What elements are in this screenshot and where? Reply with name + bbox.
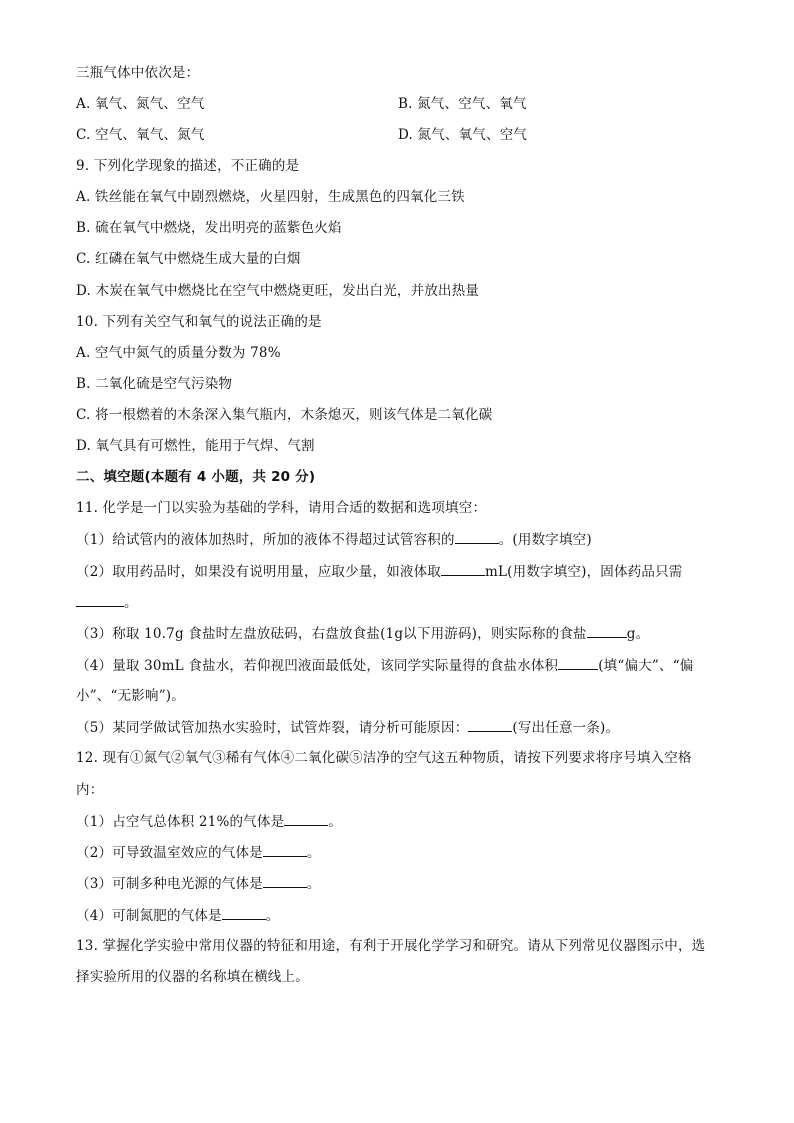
answer-blank[interactable] [263,874,307,888]
q12-stem: 12. 现有①氮气②氧气③稀有气体④二氧化碳⑤洁净的空气这五种物质，请按下列要求将序号填入空格 [76,750,692,766]
q13-stem: 13. 掌握化学实验中常用仪器的特征和用途，有利于开展化学学习和研究。请从下列常见仪器图示中，选 [76,938,706,954]
q8-stem: 三瓶气体中依次是： [76,65,200,81]
q11-sub-1 [76,530,592,549]
q12-sub-4-text: （4）可制氮肥的气体是 [76,908,222,924]
q12-sub-1 [76,812,342,831]
q12-sub-4 [76,906,280,925]
q11-sub-4-text: （4）量取 30mL 食盐水，若仰视凹液面最低处，该同学实际量得的食盐水体积 [76,658,559,674]
q11-sub-2-text: （2）取用药品时，如果没有说明用量，应取少量，如液体取 [76,564,441,580]
answer-blank[interactable] [284,812,328,826]
q8-option-c: C. 空气、氧气、氮气 [76,127,205,143]
q12-sub-4-end: 。 [265,908,280,924]
q8-option-a: A. 氧气、氮气、空气 [76,96,205,112]
answer-blank[interactable] [455,530,499,544]
q11-sub-4-suffix: (填“偏大”、“偏 [598,658,694,674]
answer-blank[interactable] [263,843,307,857]
q11-sub-2-end: 。 [124,595,138,611]
q12-sub-2 [76,843,321,862]
q11-sub-1-text: （1）给试管内的液体加热时，所加的液体不得超过试管容积的 [76,532,455,548]
q8-row-2 [76,126,528,144]
q11-sub-2-cont [76,593,138,612]
q11-sub-5-text: （5）某同学做试管加热水实验时，试管炸裂，请分析可能原因： [76,720,469,736]
q12-sub-2-end: 。 [306,845,321,861]
answer-blank[interactable] [558,656,598,670]
q12-sub-2-text: （2）可导致温室效应的气体是 [76,845,263,861]
q10-option-a: A. 空气中氮气的质量分数为 78% [76,345,281,361]
q12-sub-3-end: 。 [306,876,321,892]
q12-sub-3 [76,874,321,893]
q13-stem-cont: 择实验所用的仪器的名称填在横线上。 [76,969,309,985]
q11-sub-2-suffix: mL(用数字填空)，固体药品只需 [485,564,683,580]
q9-stem: 9. 下列化学现象的描述，不正确的是 [76,158,300,174]
answer-blank[interactable] [222,906,266,920]
q12-stem-cont: 内： [76,782,104,798]
answer-blank[interactable] [441,562,485,576]
q11-sub-5-suffix: (写出任意一条)。 [512,720,620,736]
q12-sub-1-end: 。 [328,814,342,830]
q8-option-b: B. 氮气、空气、氧气 [398,96,527,112]
q9-option-d: D. 木炭在氧气中燃烧比在空气中燃烧更旺，发出白光，并放出热量 [76,283,480,299]
q11-sub-3-text: （3）称取 10.7g 食盐时左盘放砝码，右盘放食盐(1g以下用游码)，则实际称的食盐 [76,626,587,642]
q11-sub-3-suffix: g。 [626,626,650,642]
q11-sub-2 [76,562,683,581]
q9-option-c: C. 红磷在氧气中燃烧生成大量的白烟 [76,251,301,267]
q8-row-1 [76,95,527,113]
q10-option-b: B. 二氧化硫是空气污染物 [76,376,233,392]
q10-option-d: D. 氧气具有可燃性，能用于气焊、气割 [76,438,315,454]
q11-sub-3 [76,624,649,643]
answer-blank[interactable] [76,593,124,607]
answer-blank[interactable] [587,624,627,638]
q11-sub-5 [76,718,619,737]
q9-option-b: B. 硫在氧气中燃烧，发出明亮的蓝紫色火焰 [76,220,342,236]
q11-sub-4-cont: 小”、“无影响”)。 [76,688,185,704]
answer-blank[interactable] [468,718,512,732]
q10-option-c: C. 将一根燃着的木条深入集气瓶内，木条熄灭，则该气体是二氧化碳 [76,407,493,423]
q11-sub-1-suffix: 。(用数字填空) [498,532,592,548]
q11-sub-4 [76,656,694,675]
q8-option-d: D. 氮气、氧气、空气 [398,127,528,143]
q10-stem: 10. 下列有关空气和氧气的说法正确的是 [76,314,322,330]
q11-stem: 11. 化学是一门以实验为基础的学科，请用合适的数据和选项填空： [76,500,487,516]
q12-sub-1-text: （1）占空气总体积 21%的气体是 [76,814,285,830]
q9-option-a: A. 铁丝能在氧气中剧烈燃烧，火星四射，生成黑色的四氧化三铁 [76,189,465,205]
q12-sub-3-text: （3）可制多种电光源的气体是 [76,876,263,892]
section-title: 二、填空题(本题有 4 小题，共 20 分) [76,469,316,485]
